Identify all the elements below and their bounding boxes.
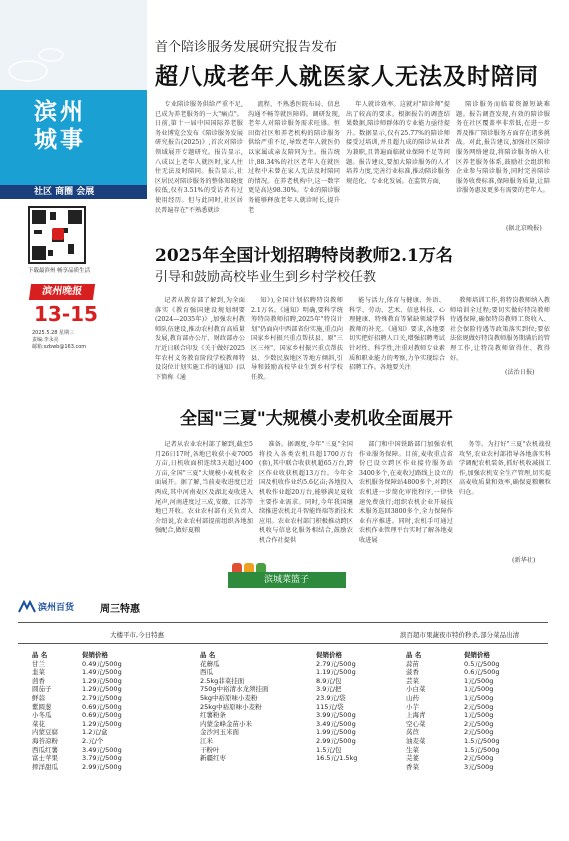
item-price: 1.29元/500g	[82, 676, 122, 685]
article2-source: (法治日报)	[505, 369, 535, 376]
item-price: 1.19元/500g	[316, 668, 356, 677]
price-list-item	[200, 685, 386, 694]
item-price: 1.2元/盒	[82, 728, 108, 737]
item-name: 富士苹果	[32, 754, 58, 763]
price-list-header: 品 名 促销价格	[200, 651, 342, 659]
item-price: 3.49元/500g	[82, 745, 122, 754]
price-list-item	[200, 703, 386, 712]
ad-subtitle-right: 滨百超市果蔬夜市特价秒杀,部分菜品出清	[400, 631, 520, 639]
ad-brand: 滨州百货	[38, 603, 75, 613]
price-list-header: 品 名 促销价格	[406, 651, 490, 659]
article3-column: 记者从农业农村部了解到,截至5月26日17时,各地已收获小麦7005万亩,日机收面积连续3天超过400万亩,全国"三夏"大规模小麦机收全面展开。据了解,当前麦收进度已近两成,其中河南麦区及湖北麦收进入尾声,河南进度过三成,安徽、江苏等地已开收。农业农村部有关负责人介绍说,农业农村部提前组织各地加强配合,做好夏粮	[155, 441, 253, 535]
item-price: 1元/500g	[464, 711, 494, 720]
article1-kicker: 首个陪诊服务发展研究报告发布	[155, 40, 338, 55]
item-price: 23.9元/袋	[316, 693, 346, 702]
price-list-item	[200, 754, 386, 763]
item-price: 3.49元/500g	[316, 719, 356, 728]
price-list-item	[32, 703, 152, 712]
item-price: 1.5元/500g	[464, 736, 500, 745]
price-list-item	[32, 754, 152, 763]
item-name: 蒜苗	[406, 659, 419, 668]
article3-source: (新华社)	[512, 557, 536, 564]
section-tagline: 社区 商圈 会展	[34, 187, 95, 197]
item-price: 1元/500g	[464, 676, 494, 685]
item-name: 莴苣	[406, 728, 419, 737]
item-name: 山药	[406, 693, 419, 702]
item-name: 内蒙豆腐	[32, 728, 58, 737]
item-price: 16.5元/1.5kg	[316, 754, 358, 763]
item-price: 1.29元/500g	[82, 719, 122, 728]
item-name: 25kg中裕原味小麦粉	[200, 702, 262, 711]
price-list-item	[406, 763, 534, 772]
article1-column: 陪诊服务而临着资源短缺难题。报告调查发现,有效的陪诊服务在社区覆盖率非常低,在进一步普及推广陪诊服务方面存在诸多挑战。对此,报告建议,加强社区陪诊服务网络建设,将陪诊服务纳入社区养老服务体系,鼓励社会组织和企业参与陪诊服务,同时完善陪诊服务收费标准,保障服务质量,让陪诊服务惠及更多有需要的老年人。	[456, 101, 550, 195]
item-name: 西瓜	[200, 668, 213, 677]
section-masthead	[0, 0, 147, 370]
price-list-item	[200, 711, 386, 720]
item-name: 5kg中裕原味小麦粉	[200, 693, 258, 702]
price-list-item	[406, 668, 534, 677]
price-list-item	[32, 694, 152, 703]
article3-column: 务等。为打好"三夏"农机战役攻坚,农业农村部指导各地落实科学调配农机装备,抓好机收减损工作,加强农机安全生产管理,切实提高麦收质量和效率,确保夏粮颗粒归仓。	[459, 441, 551, 496]
item-price: 1.29元/500g	[82, 685, 122, 694]
item-name: 芫荽	[406, 754, 419, 763]
ad-title: 周三特惠	[100, 604, 140, 615]
section-label: 滨城菜篮子	[228, 572, 346, 588]
price-list-item	[406, 711, 534, 720]
article3-column: 部门和中国铁路部门加强农机作业服务保障。目前,麦收重点省份已设立跨区作业接待服务站3400多个,在麦收过路线上设立的农机服务保障站4800多个,对跨区农机进一步简化审批程序,一律快速免费放行;组织农机企业开展技术服务巡回3800多个,全力保障作业有序推进。同时,农机手可通过农机作业管理平台实时了解各地麦收进展	[359, 441, 453, 544]
editor: 责编:李永亮	[32, 337, 59, 343]
item-name: 750g中裕清水龙须挂面	[200, 685, 269, 694]
price-list-item	[32, 668, 152, 677]
item-name: 芸菜	[406, 676, 419, 685]
item-name: 小芋	[406, 702, 419, 711]
email: 邮箱:szbwb@163.com	[32, 344, 87, 350]
item-name: 韭菜	[32, 668, 45, 677]
item-name: 甘兰	[32, 659, 45, 668]
item-name: 圆茄子	[32, 685, 52, 694]
price-list-item	[200, 660, 386, 669]
section-title	[34, 98, 86, 154]
item-name: 金沙河玉米面	[200, 728, 239, 737]
item-name: 2.5kg菲菜挂面	[200, 676, 245, 685]
item-price: 2元/500g	[464, 702, 494, 711]
price-list-header: 品 名 促销价格	[32, 651, 108, 659]
item-price: 1.5元/500g	[464, 745, 500, 754]
price-list-item	[406, 746, 534, 755]
item-name: 小白菜	[406, 685, 426, 694]
article3-column: 准备。据调度,今年"三夏"全国将投入各类农机具超1700万台(套),其中联合收获机超65万台,跨区作业收获机超13万台。今年全国及机收作业约5.6亿亩;各地投入机收作业超20万台,能够满足夏收主要作业需求。同时,今年我国继续推进农机北斗智能终端等新技术应用。农业农村部门积极推动跨区机收与信息化服务相结合,鼓励农机合作社提供	[259, 441, 353, 544]
item-name: 鲜蒜	[32, 693, 45, 702]
item-price: 8.9元/包	[316, 676, 342, 685]
item-price: 2.79元/500g	[316, 659, 356, 668]
article1-column: 流程、不熟悉医院布局、信息沟通不畅等就医障碍。调研发现,老年人对陪诊服务需求旺盛。恒田街社区和养老机构的陪诊服务供给严重不足,导致老年人就医仍以家属或亲友陪同为主。报告统计,88.34%的社区老年人在就医过程中未曾在家人无法及时陪同的情况。在养老机构中,这一数字更是高达98.30%。专业的陪诊服务能够释放老年人就诊时长,提升老	[248, 101, 340, 214]
price-list-item	[200, 746, 386, 755]
article1-source: (据北京晚报)	[506, 225, 542, 232]
item-name: 海苔凉粉	[32, 736, 58, 745]
brand-logo-icon	[18, 600, 36, 614]
item-name: 西瓜红薯	[32, 745, 58, 754]
article1-column: 年人就诊效率。这就对"陪诊师"提出了较高的要求。根据报告的调查结果数据,陪诊师群体的专业能力亟待提升。数据显示,仅有25.77%的陪诊师接受过培训,并且超九成的陪诊从业者为兼职,且普遍面临就业保障不足等问题。报告建议,要加大陪诊服务的人才培养力度,完善行业标准,推动陪诊服务规范化、专业化发展。在监管方面,	[346, 101, 450, 185]
section-strip	[0, 185, 147, 199]
price-list-column	[406, 651, 534, 771]
page-range: 13-15	[34, 302, 98, 326]
item-price: 3元/500g	[464, 762, 494, 771]
article3-headline: 全国"三夏"大规模小麦机收全面展开	[180, 409, 453, 429]
item-name: 上海青	[406, 711, 426, 720]
item-name: 小冬瓜	[32, 711, 52, 720]
item-name: 香菜	[406, 762, 419, 771]
item-name: 摔洋甜瓜	[32, 762, 58, 771]
item-name: 紫圆葱	[32, 702, 52, 711]
price-list-item	[200, 694, 386, 703]
item-name: 红薯粉条	[200, 711, 226, 720]
article1-headline: 超八成老年人就医家人无法及时陪同	[155, 63, 539, 90]
item-price: 2元/500g	[464, 719, 494, 728]
article2-column: 记者从教育部了解到,为全面落实《教育强国建设规划纲要(2024—2035年)》,加强农村教师队伍建设,推动农村教育高质量发展,教育部办公厅、财政部办公厅近日联合印发《关于做好2025年农村义务教育阶段学校教师特设岗位计划实施工作的通知》(以下简称《通	[155, 297, 245, 381]
price-list-item	[32, 711, 152, 720]
price-list-item	[200, 737, 386, 746]
price-list-item	[32, 737, 152, 746]
item-name: 内蒙金峰金苗小米	[200, 719, 252, 728]
price-list-item	[406, 720, 534, 729]
item-name: 菠香	[406, 668, 419, 677]
item-name: 江米	[200, 736, 213, 745]
price-list-item	[406, 737, 534, 746]
price-list-item	[406, 703, 534, 712]
price-list-column	[200, 651, 386, 763]
price-list-item	[406, 694, 534, 703]
cloud-icon	[8, 60, 48, 82]
item-price: 1.49元/500g	[82, 668, 122, 677]
item-price: 0.49元/500g	[82, 659, 122, 668]
cloud-icon	[38, 48, 64, 62]
item-name: 花蘑瓜	[200, 659, 220, 668]
price-list-column	[32, 651, 152, 771]
item-name: 菜花	[32, 719, 45, 728]
article2-column: 知》),全国计划招聘特岗教师2.1万名。《通知》明确,要科学统筹特岗教师招聘,2025年"特岗计划"仍面向中西部省份实施,重点向国家乡村振兴重点帮扶县、原"三区三州"、国家乡村振兴重点帮扶县、少数民族地区等地方倾斜,引导和鼓励高校毕业生到乡村学校任教。	[251, 297, 343, 381]
item-price: 1.99元/500g	[316, 728, 356, 737]
price-list-item	[200, 728, 386, 737]
item-price: 2.元/个	[82, 736, 104, 745]
section-title-line1: 滨州	[34, 98, 86, 125]
price-list-item	[200, 668, 386, 677]
section-title-line2: 城事	[34, 126, 86, 153]
item-price: 1.5元/包	[316, 745, 342, 754]
price-list-item	[406, 685, 534, 694]
price-list-item	[406, 754, 534, 763]
issue-date: 2025.5.28 星期三	[32, 330, 75, 336]
item-price: 2.99元/500g	[82, 762, 122, 771]
article2-headline: 2025年全国计划招聘特岗教师2.1万名	[155, 246, 453, 266]
item-name: 茴香	[32, 676, 45, 685]
item-price: 1元/500g	[464, 693, 494, 702]
item-price: 0.6元/500g	[464, 668, 500, 677]
price-list-item	[32, 685, 152, 694]
item-name: 干粉叶	[200, 745, 220, 754]
item-name: 油麦菜	[406, 736, 426, 745]
item-price: 0.69元/500g	[82, 711, 122, 720]
divider	[18, 622, 548, 623]
price-list-item	[406, 660, 534, 669]
item-price: 0.5元/500g	[464, 659, 500, 668]
item-price: 1元/500g	[464, 685, 494, 694]
item-name: 生菜	[406, 745, 419, 754]
ad-subtitle-left: 大楼平市,今日特惠	[110, 631, 165, 639]
newspaper-logo: 滨州晚报	[29, 284, 95, 300]
item-price: 3.99元/500g	[316, 711, 356, 720]
divider	[18, 643, 548, 644]
article2-column: 教师培训工作,将特岗教师纳入教师培训全过程;要切实做好特岗教师待遇保障,确保特岗教师工资收入、社会保险待遇等政策落实到位;要依法依规做好特岗教师服务期满后的管理工作,让特岗教师留得住、教得好。	[450, 297, 550, 362]
price-list-item	[32, 763, 152, 772]
item-price: 2元/500g	[464, 754, 494, 763]
item-price: 3.9元/把	[316, 685, 342, 694]
price-list-item	[32, 660, 152, 669]
item-name: 新疆红枣	[200, 754, 226, 763]
qr-code-icon[interactable]	[28, 206, 86, 264]
price-list-item	[406, 728, 534, 737]
price-list-item	[32, 728, 152, 737]
item-price: 0.69元/500g	[82, 702, 122, 711]
qr-caption: 下载最滨州 畅享品质生活	[27, 268, 91, 274]
article1-column: 专业陪诊服务供给严重不足,已成为养老服务的一大"痛点"。日前,第十一届中国国际养老服务业博览会发布《陪诊服务发展研究报告(2025)》,首次对陪诊领域展开专题研究。报告显示,八成以上老年人就医时,家人往往无法及时陪同。报告显示,社区居民对陪诊服务的整体知晓度较低,仅有3.51%的受访者有过使用经历。但与此同时,社区居民普遍存在"不熟悉就诊	[155, 101, 243, 214]
item-price: 3.79元/500g	[82, 754, 122, 763]
item-price: 2.99元/500g	[316, 736, 356, 745]
item-price: 115元/袋	[316, 702, 344, 711]
item-price: 2.79元/500g	[82, 693, 122, 702]
item-price: 2元/500g	[464, 728, 494, 737]
section-title-block	[0, 90, 147, 185]
item-name: 空心菜	[406, 719, 426, 728]
article2-subhead: 引导和鼓励高校毕业生到乡村学校任教	[155, 270, 377, 285]
price-list-item	[32, 746, 152, 755]
issue-meta	[32, 330, 86, 351]
article2-column: 能与活力,体育与健康、外语、科学、劳动、艺术、信息科技、心理健康、特殊教育等紧缺领域学科教师的补充。《通知》要求,各地要切实把好招聘人口关,增强招聘考试针对性、科学性,注重对教师专业素质和职业能力的考察,力争实现综合招聘工作。各地要关注	[349, 297, 445, 372]
